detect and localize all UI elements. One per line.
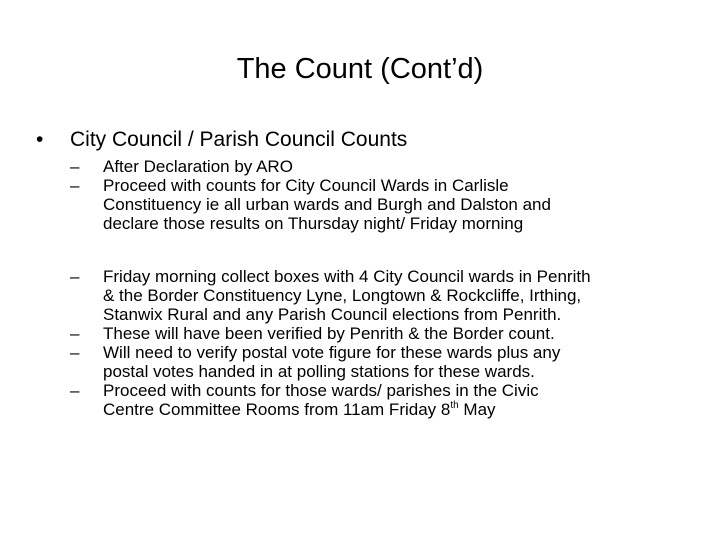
dash-marker: – xyxy=(70,343,80,362)
sub-list-group-1 xyxy=(70,157,700,233)
month-text: May xyxy=(458,400,496,419)
list-item-line: declare those results on Thursday night/ Friday morning xyxy=(103,214,524,233)
ordinal-suffix: th xyxy=(450,400,459,411)
dash-marker: – xyxy=(70,157,80,176)
main-bullet-text: City Council / Parish Council Counts xyxy=(70,128,408,151)
list-item xyxy=(70,176,700,233)
dash-marker: – xyxy=(70,381,80,400)
list-item-line: postal votes handed in at polling stations for these wards. xyxy=(103,362,535,381)
bullet-marker: • xyxy=(36,128,44,151)
list-item-line: After Declaration by ARO xyxy=(103,157,293,176)
list-item-line: Stanwix Rural and any Parish Council elections from Penrith. xyxy=(103,305,562,324)
list-item xyxy=(70,324,700,343)
list-item-line: Proceed with counts for City Council Wards in Carlisle xyxy=(103,176,509,195)
list-item-line xyxy=(103,400,700,419)
slide-title: The Count (Cont’d) xyxy=(236,53,484,85)
date-text: Centre Committee Rooms from 11am Friday 8 xyxy=(103,400,451,419)
dash-marker: – xyxy=(70,324,80,343)
list-item-line: These will have been verified by Penrith & the Border count. xyxy=(103,324,555,343)
list-item-line: Constituency ie all urban wards and Burgh and Dalston and xyxy=(103,195,551,214)
list-item xyxy=(70,343,700,381)
list-item xyxy=(70,157,700,176)
list-item-line: & the Border Constituency Lyne, Longtown & Rockcliffe, Irthing, xyxy=(103,286,582,305)
list-item-line: Proceed with counts for those wards/ parishes in the Civic xyxy=(103,381,539,400)
dash-marker: – xyxy=(70,176,80,195)
dash-marker: – xyxy=(70,267,80,286)
list-item xyxy=(70,381,700,419)
sub-list-group-2 xyxy=(70,267,700,419)
list-item xyxy=(70,267,700,324)
list-item-line: Friday morning collect boxes with 4 City Council wards in Penrith xyxy=(103,267,591,286)
list-item-line: Will need to verify postal vote figure for these wards plus any xyxy=(103,343,561,362)
